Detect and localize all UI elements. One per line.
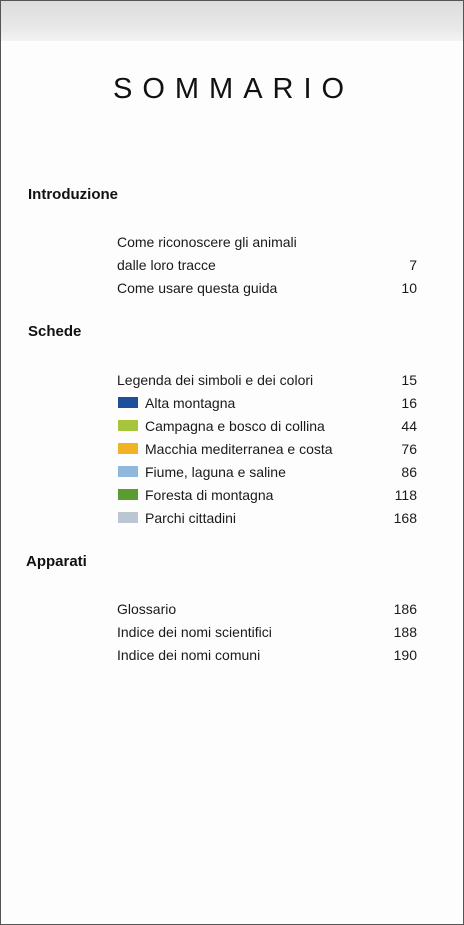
toc-entry-label: Alta montagna xyxy=(145,395,236,411)
section-heading-apparati: Apparati xyxy=(26,553,87,570)
toc-entry[interactable] xyxy=(117,254,417,276)
toc-entry-page: 7 xyxy=(409,257,417,273)
toc-entry[interactable] xyxy=(117,392,417,414)
toc-entry-label: Come usare questa guida xyxy=(117,280,278,296)
toc-entry-page: 168 xyxy=(393,510,417,526)
toc-entry-label: Legenda dei simboli e dei colori xyxy=(117,372,314,388)
section-heading-schede: Schede xyxy=(28,323,82,340)
toc-entry[interactable] xyxy=(117,598,417,620)
toc-entry-page: 86 xyxy=(401,464,417,480)
toc-entry-label: Campagna e bosco di collina xyxy=(145,418,325,434)
toc-entry[interactable] xyxy=(117,461,417,483)
toc-entry-page: 16 xyxy=(401,395,417,411)
toc-entry-label: Macchia mediterranea e costa xyxy=(145,441,333,457)
toc-entry-label: Indice dei nomi comuni xyxy=(117,647,261,663)
toc-entry-label: Foresta di montagna xyxy=(145,487,274,503)
toc-entry-page: 190 xyxy=(393,647,417,663)
toc-entry[interactable] xyxy=(117,644,417,666)
top-band xyxy=(1,1,463,41)
toc-entry-label: Parchi cittadini xyxy=(145,510,237,526)
toc-entry[interactable] xyxy=(117,369,417,391)
toc-entry-page: 15 xyxy=(401,372,417,388)
color-swatch-campagna xyxy=(118,420,138,431)
page-title: SOMMARIO xyxy=(113,73,355,105)
toc-entry[interactable] xyxy=(117,484,417,506)
toc-entry[interactable] xyxy=(117,507,417,529)
color-swatch-macchia xyxy=(118,443,138,454)
toc-entry-label: Indice dei nomi scientifici xyxy=(117,624,272,640)
color-swatch-parchi xyxy=(118,512,138,523)
toc-entry-page: 188 xyxy=(393,624,417,640)
toc-entry-page: 118 xyxy=(394,487,417,503)
section-heading-introduzione: Introduzione xyxy=(28,186,118,203)
toc-entry[interactable] xyxy=(117,438,417,460)
toc-entry[interactable] xyxy=(117,621,417,643)
toc-entry[interactable] xyxy=(117,231,417,253)
toc-entry-label: dalle loro tracce xyxy=(117,257,216,273)
toc-entry-page: 44 xyxy=(401,418,417,434)
color-swatch-alta-montagna xyxy=(118,397,138,408)
color-swatch-fiume xyxy=(118,466,138,477)
toc-entry-page: 186 xyxy=(393,601,417,617)
toc-entry[interactable] xyxy=(117,277,417,299)
toc-entry-label: Come riconoscere gli animali xyxy=(117,234,297,250)
toc-entry-label: Fiume, laguna e saline xyxy=(145,464,286,480)
toc-entry[interactable] xyxy=(117,415,417,437)
toc-entry-page: 10 xyxy=(401,280,417,296)
color-swatch-foresta xyxy=(118,489,138,500)
toc-entry-page: 76 xyxy=(401,441,417,457)
toc-entry-label: Glossario xyxy=(117,601,177,617)
